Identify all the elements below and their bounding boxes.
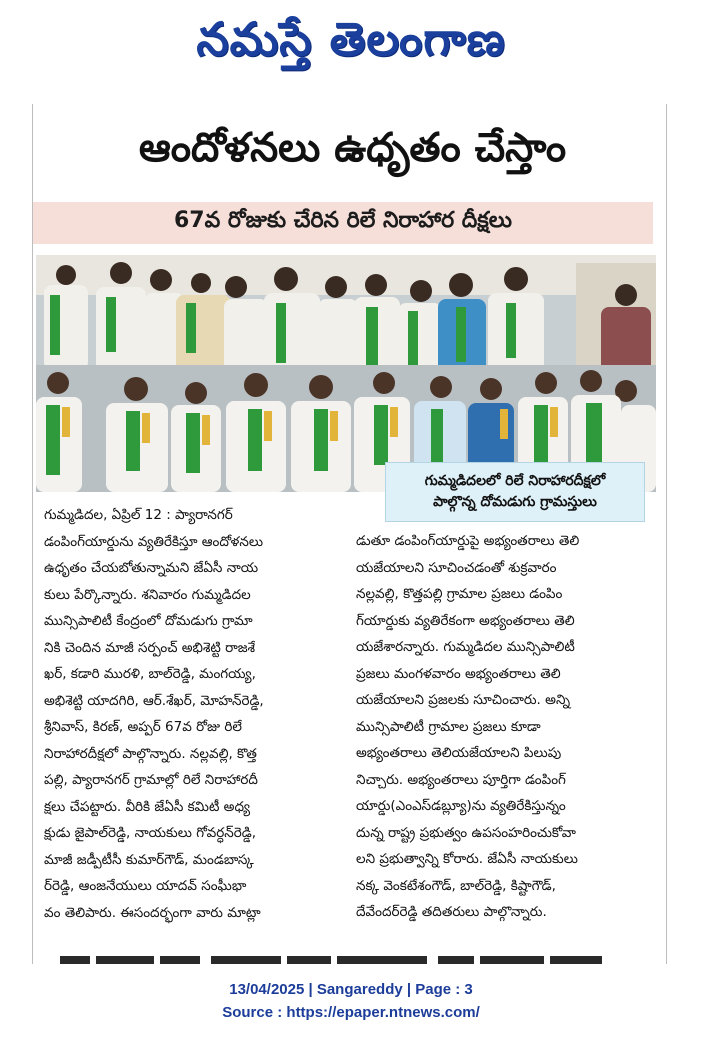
article-column-right [356, 528, 648, 926]
photo-caption [385, 462, 645, 522]
article-line: ఖర్, కడారి మురళి, బాల్‌రెడ్డి, మంగయ్య, [44, 666, 256, 682]
article-line: నక్క వెంకటేశంగౌడ్, బాల్‌రెడ్డి, కిష్టాగౌడ్, [356, 877, 556, 894]
article-line: యజేశారన్నారు. గుమ్మడిదల మున్సిపాలిటీ [356, 639, 575, 655]
article-headline: ఆందోళనలు ఉధృతం చేస్తాం [138, 125, 567, 171]
article-line: నిరాహారదీక్షలో పాల్గొన్నారు. నల్లవల్లి, కొత్త [44, 745, 257, 762]
article-line: నిచ్చారు. అభ్యంతరాలు పూర్తిగా డంపింగ్ [356, 771, 566, 788]
article-line: యజేయాలని సూచించడంతో శుక్రవారం [356, 559, 557, 576]
article-line: శ్రీనివాస్, కిరణ్, అప్పర్ 67వ రోజు రిలే [44, 719, 242, 735]
caption-line-1: గుమ్మడిదలలో రిలే నిరాహారదీక్షలో [424, 473, 606, 489]
article-line: అభ్యంతరాలు తెలియజేయాలని పిలుపు [356, 745, 562, 761]
article-line: లని ప్రభుత్వాన్ని కోరారు. జేఏసీ నాయకులు [356, 851, 578, 867]
cropped-next-headline [60, 950, 650, 964]
caption-line-2: పాల్గొన్న దోమడుగు గ్రామస్తులు [433, 494, 597, 510]
source-link[interactable]: Source : https://epaper.ntnews.com/ [222, 1004, 480, 1021]
article-line: గ్‌యార్డుకు వ్యతిరేకంగా అభ్యంతరాలు తెలి [356, 612, 575, 629]
edition-info: 13/04/2025 | Sangareddy | Page : 3 [229, 981, 473, 998]
article-column-left [44, 502, 336, 926]
article-line: డుతూ డంపింగ్‌యార్డుపై అభ్యంతరాలు తెలి [356, 533, 580, 549]
article-line: యజేయాలని ప్రజలకు సూచించారు. అన్ని [356, 692, 571, 708]
article-line: అభిశెట్టి యాదగిరి, ఆర్.శేఖర్, మోహన్‌రెడ్డి, [44, 692, 264, 709]
article-subheadline: 67వ రోజుకు చేరిన రిలే నిరాహార దీక్షలు [33, 202, 653, 244]
page-footer [0, 978, 702, 1038]
article-line: మున్సిపాలిటీ కేంద్రంలో దోమడుగు గ్రామా [44, 613, 253, 629]
article-line: దున్న రాష్ట్ర ప్రభుత్వం ఉపసంహరించుకోవా [356, 824, 576, 841]
newspaper-logo: నమస్తే తెలంగాణ [196, 12, 506, 66]
article-line: డంపింగ్‌యార్డును వ్యతిరేకిస్తూ ఆందోళనలు [44, 533, 264, 550]
article-line: క్షుడు జైపాల్‌రెడ్డి, నాయకులు గోవర్ధన్‌రెడ్డి, [44, 825, 257, 841]
article-line: నల్లవల్లి, కొత్తపల్లి గ్రామాల ప్రజలు డంపిం [356, 586, 563, 602]
article-line: నికి చెందిన మాజీ సర్పంచ్ అభిశెట్టి రాజశే [44, 639, 256, 656]
article-line: గుమ్మడిదల, ఏప్రిల్ 12 : ప్యారానగర్ [44, 507, 233, 523]
article-line: ఉధృతం చేయబోతున్నామని జేఏసీ నాయ [44, 560, 259, 576]
article-line: యార్డు(ఎంఎస్‌డబ్ల్యూ)ను వ్యతిరేకిస్తున్నం [356, 798, 566, 814]
news-photo [36, 255, 656, 492]
right-column-rule [666, 104, 667, 964]
article-line: మున్సిపాలిటీ గ్రామాల ప్రజలు కూడా [356, 718, 541, 735]
protest-group-photo [36, 255, 656, 492]
article-line: వం తెలిపారు. ఈసందర్భంగా వారు మాట్లా [44, 904, 261, 921]
article-line: మాజీ జడ్పీటీసీ కుమార్‌గౌడ్, మండబాస్క [44, 851, 254, 868]
masthead [0, 0, 702, 90]
article-line: పల్లి, ప్యారానగర్ గ్రామాల్లో రిలే నిరాహారదీ [44, 772, 258, 788]
article-line: ప్రజలు మంగళవారం అభ్యంతరాలు తెలి [356, 665, 561, 682]
article-line: దేవేందర్‌రెడ్డి తదితరులు పాల్గొన్నారు. [356, 904, 547, 920]
article-line: ర్‌రెడ్డి, ఆంజనేయులు యాదవ్ సంఘీభా [44, 878, 247, 894]
article-line: కులు పేర్కొన్నారు. శనివారం గుమ్మడిదల [44, 586, 251, 603]
article-line: క్షలు చేపట్టారు. వీరికి జేఏసీ కమిటీ అధ్య [44, 798, 251, 815]
